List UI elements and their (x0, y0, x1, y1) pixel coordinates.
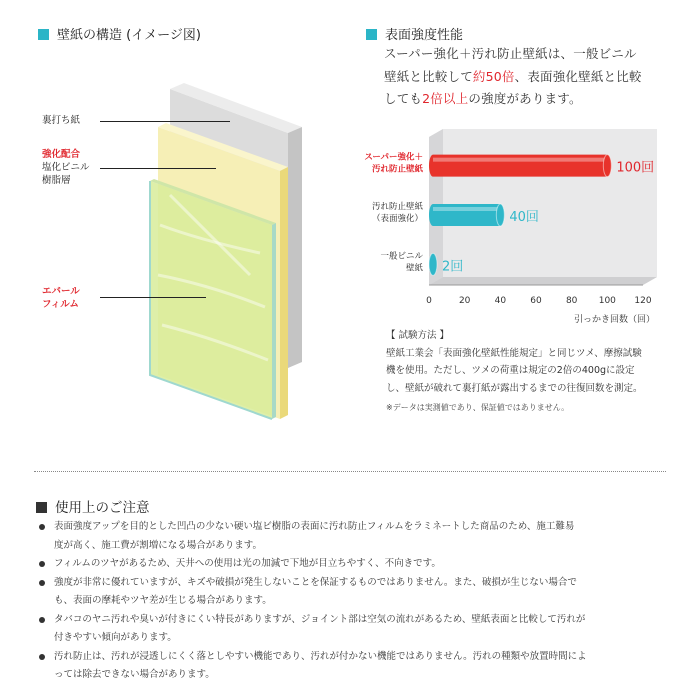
bar-end-cap (496, 204, 504, 226)
x-tick-label: 60 (530, 296, 542, 306)
bar-end-cap (429, 253, 437, 275)
film-label: エバール フィルム (42, 286, 80, 310)
note-line: 付きやすい傾向があります。 (54, 632, 177, 643)
teal-square-icon (38, 29, 49, 40)
bar-end-cap (603, 155, 611, 177)
structure-title: 壁紙の構造 (イメージ図) (38, 24, 201, 43)
x-tick-label: 20 (458, 296, 471, 306)
note-line: も、表面の摩耗やツヤ差が生じる場合があります。 (54, 595, 272, 606)
bar-value-label: 2回 (442, 259, 464, 275)
teal-square-icon (366, 29, 377, 40)
category-label: 一般ビニル (380, 251, 423, 262)
backing-paper-side (288, 127, 302, 368)
x-tick-label: 120 (634, 296, 652, 306)
method-title: 【 試験方法 】 (386, 330, 450, 341)
highlight-50x: 約50倍 (472, 68, 515, 84)
film-layer-side (272, 223, 276, 419)
note-line: フィルムのツヤがあるため、天井への使用は光の加減で下地が目立ちやすく、不向きです。 (54, 558, 441, 569)
note-line: タバコのヤニ汚れや臭いが付きにくい特長がありますが、ジョイント部は空気の流れがあるため、壁紙表面と比較して汚れが (54, 613, 586, 625)
resin-leader-line (100, 168, 216, 169)
note-line: 汚れ防止は、汚れが浸透しにくく落としやすい機能であり、汚れが付かない機能ではありません。汚れの種類や放置時間によ (54, 650, 587, 662)
note-item (36, 611, 676, 648)
note-line: 表面強度アップを目的とした凹凸の少ない硬い塩ビ樹脂の表面に汚れ防止フィルムをラミネートした商品のため、施工難易 (54, 521, 575, 532)
category-label: （表面強化） (371, 214, 423, 224)
section-divider (34, 471, 666, 472)
test-method: 【 試験方法 】 壁紙工業会「表面強化壁紙性能規定」と同じツメ、摩擦試験 機を使用。ただし、ツメの荷重は規定の2倍の400gに設定 し、壁紙が破れて裏打紙が露出するまでの往復回数を測定。 (386, 327, 643, 397)
backing-leader-line (100, 121, 230, 122)
note-line: 強度が非常に優れていますが、キズや破損が発生しないことを保証するものではありません。また、破損が生じない場合で (54, 576, 577, 588)
notes-list (36, 518, 676, 685)
note-line: っては除去できない場合があります。 (54, 669, 215, 680)
strength-chart (340, 125, 670, 330)
note-item (36, 574, 676, 611)
resin-layer-side (280, 167, 288, 419)
bar-highlight (433, 158, 607, 162)
category-label: 汚れ防止壁紙 (371, 202, 423, 212)
x-tick-label: 80 (565, 296, 578, 306)
highlight-2x: 2倍以上 (422, 91, 469, 106)
x-tick-label: 100 (598, 296, 616, 306)
layer-illustration (140, 75, 320, 430)
film-leader-line (100, 297, 206, 298)
performance-title: 表面強度性能 (366, 24, 463, 43)
performance-intro: スーパー強化＋汚れ防止壁紙は、一般ビニル 壁紙と比較して約50倍、表面強化壁紙と比較 しても2倍以上の強度があります。 (384, 46, 642, 106)
bar-highlight (433, 207, 500, 211)
x-tick-label: 0 (426, 296, 432, 306)
resin-layer-label: 強化配合 塩化ビニル 樹脂層 (42, 149, 90, 186)
data-disclaimer: ※データは実測値であり、保証値ではありません。 (386, 403, 570, 412)
x-axis-title: 引っかき回数（回） (573, 315, 655, 325)
bar-value-label: 100回 (616, 160, 655, 176)
category-label: 汚れ防止壁紙 (371, 164, 423, 175)
black-square-icon (36, 502, 47, 513)
note-line: 度が高く、施工費が割増になる場合があります。 (54, 539, 263, 551)
x-tick-label: 40 (494, 296, 507, 306)
category-label: スーパー強化＋ (364, 152, 423, 163)
category-label: 壁紙 (405, 263, 423, 274)
bar-value-label: 40回 (509, 210, 539, 225)
note-item (36, 518, 676, 555)
note-item (36, 555, 676, 574)
plot-floor (429, 277, 657, 285)
notes-title: 使用上のご注意 (36, 496, 150, 516)
backing-paper-label: 裏打ち紙 (42, 115, 81, 126)
note-item (36, 648, 676, 685)
